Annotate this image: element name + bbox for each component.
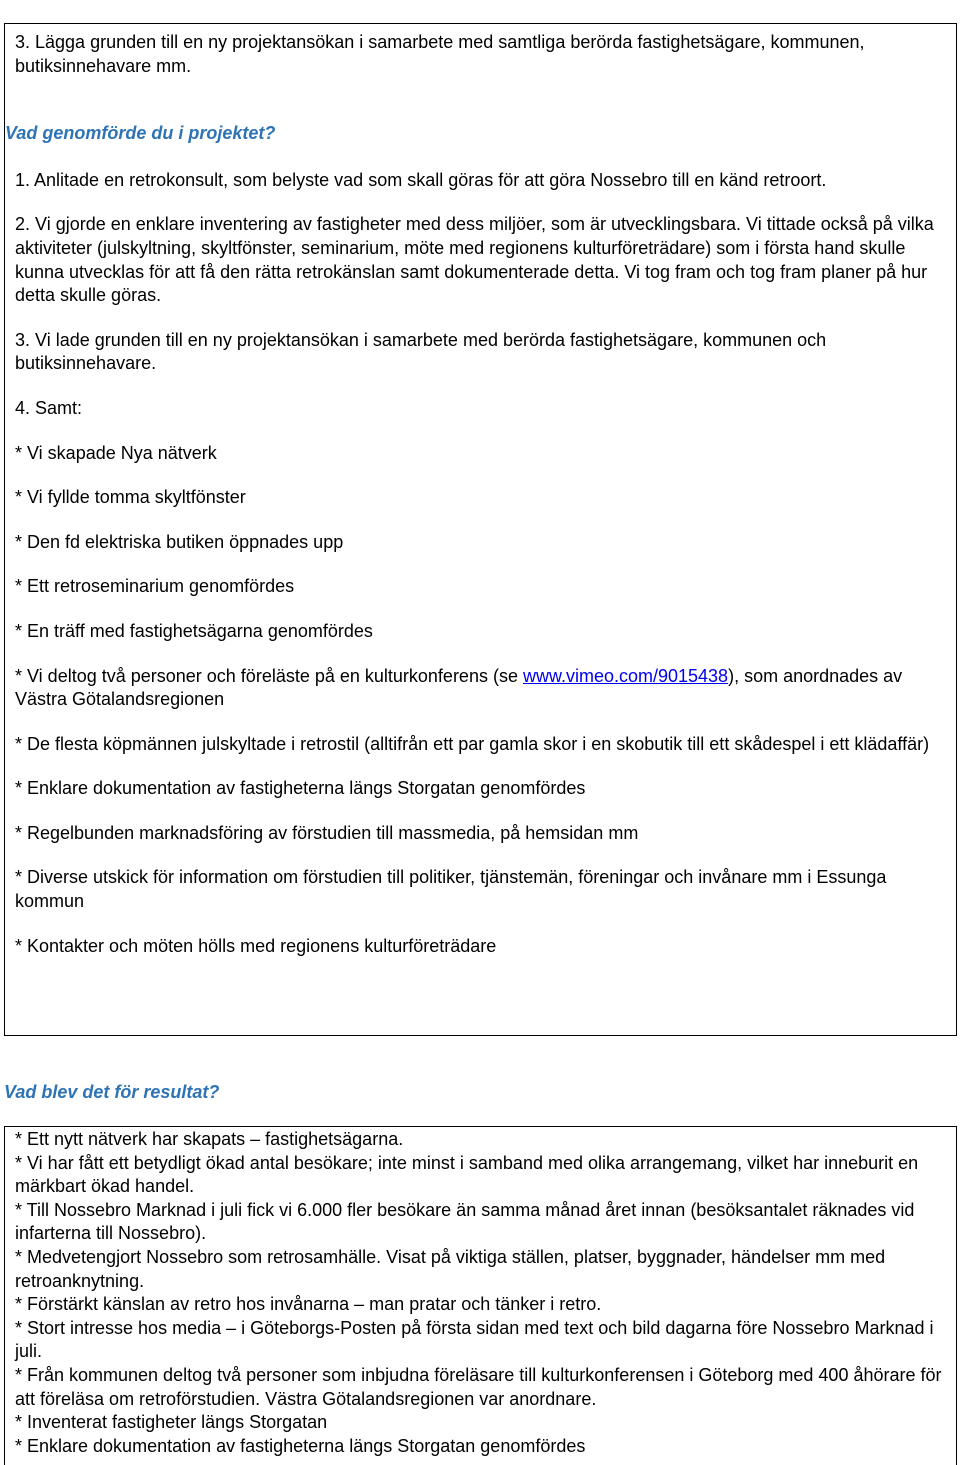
- activities-bullet: * Vi fyllde tomma skyltfönster: [15, 487, 246, 508]
- conference-text-pre: * Vi deltog två personer och föreläste på en kulturkonferens (se: [15, 665, 523, 686]
- results-item: * Enklare dokumentation av fastigheterna längs Storgatan genomfördes: [15, 1435, 586, 1456]
- activities-heading: Vad genomförde du i projektet?: [5, 123, 276, 144]
- activities-bullet: * De flesta köpmännen julskyltade i retrostil (alltifrån ett par gamla skor i en skobutik till ett skådespel i ett klädaffär): [15, 733, 930, 754]
- activities-bullet: * Kontakter och möten hölls med regionens kulturföreträdare: [15, 935, 497, 956]
- activities-bullet: * Den fd elektriska butiken öppnades upp: [15, 531, 344, 552]
- results-item: * Till Nossebro Marknad i juli fick vi 6.000 fler besökare än samma månad året innan (besöksantalet räknades vid infarterna till Nossebro).: [15, 1199, 915, 1244]
- results-item: * Vi har fått ett betydligt ökad antal besökare; inte minst i samband med olika arrangemang, vilket har inneburit en märkbart ökad handel.: [15, 1152, 919, 1197]
- results-item: * Inventerat fastigheter längs Storgatan: [15, 1412, 328, 1433]
- activities-bullet: * Vi skapade Nya nätverk: [15, 442, 217, 463]
- activities-item-1: 1. Anlitade en retrokonsult, som belyste vad som skall göras för att göra Nossebro till en känd retroort.: [15, 169, 827, 190]
- results-item: * Från kommunen deltog två personer som inbjudna föreläsare till kulturkonferensen i Göteborg med 400 åhörare för att föreläsa om retroförstudien. Västra Götalandsregionen var anordnare.: [15, 1364, 942, 1409]
- vimeo-link[interactable]: www.vimeo.com/9015438: [522, 665, 729, 686]
- activities-box: [4, 23, 957, 1036]
- activities-item-3: 3. Vi lade grunden till en ny projektansökan i samarbete med berörda fastighetsägare, kommunen och butiksinnehavare.: [15, 329, 827, 374]
- conference-text-post: ), som anordnades av Västra Götalandsregionen: [15, 665, 903, 710]
- results-heading: Vad blev det för resultat?: [4, 1082, 220, 1102]
- results-item: * Medvetengjort Nossebro som retrosamhälle. Visat på viktiga ställen, platser, byggnader, händelser mm med retroanknytning.: [15, 1246, 886, 1291]
- results-item: * Förstärkt känslan av retro hos invånarna – man pratar och tänker i retro.: [15, 1294, 602, 1315]
- intro-item: 3. Lägga grunden till en ny projektansökan i samarbete med samtliga berörda fastighetsägare, kommunen, butiksinnehavare mm.: [15, 32, 865, 76]
- results-item: * Stort intresse hos media – i Göteborgs-Posten på första sidan med text och bild dagarna före Nossebro Marknad i juli.: [15, 1317, 934, 1362]
- activities-item-4: 4. Samt:: [15, 397, 83, 418]
- results-item: * Ett nytt nätverk har skapats – fastighetsägarna.: [15, 1129, 404, 1149]
- activities-bullet: * Regelbunden marknadsföring av förstudien till massmedia, på hemsidan mm: [15, 822, 639, 843]
- activities-bullet-conference: [15, 665, 946, 712]
- results-box: [4, 1126, 957, 1465]
- activities-bullet: * Enklare dokumentation av fastigheterna längs Storgatan genomfördes: [15, 778, 586, 799]
- activities-bullet: * Ett retroseminarium genomfördes: [15, 576, 295, 597]
- activities-bullet: * Diverse utskick för information om förstudien till politiker, tjänstemän, föreningar och invånare mm i Essunga kommun: [15, 867, 887, 912]
- activities-bullet: * En träff med fastighetsägarna genomfördes: [15, 620, 373, 641]
- activities-item-2: 2. Vi gjorde en enklare inventering av fastigheter med dess miljöer, som är utvecklingsbara. Vi tittade också på vilka aktiviteter (julskyltning, skyltfönster, seminarium, möte med regionens kulturföreträdare) som i första hand skulle kunna utvecklas för att få den rätta retrokänslan samt dokumenterade detta. Vi tog fram och tog fram planer på hur detta skulle göras.: [15, 214, 934, 306]
